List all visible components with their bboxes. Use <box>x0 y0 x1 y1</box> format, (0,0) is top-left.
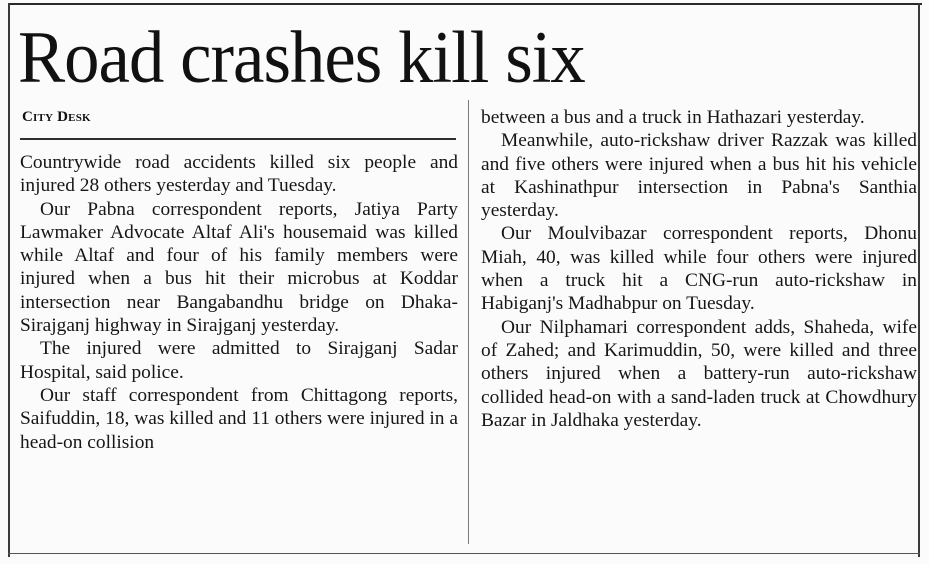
article-column-2 <box>481 106 917 432</box>
headline: Road crashes kill six <box>18 17 585 99</box>
left-border-rule <box>8 3 10 557</box>
article-column-1 <box>20 151 458 454</box>
byline: City Desk <box>22 109 91 125</box>
bottom-border-rule <box>8 553 920 554</box>
paragraph: Our Moulvibazar correspondent reports, Dhonu Miah, 40, was killed while four others were injured when a truck hit a CNG-run auto-rickshaw in Habiganj's Madhabpur on Tuesday. <box>481 223 917 315</box>
byline-rule <box>20 138 456 140</box>
right-border-rule <box>918 3 920 557</box>
paragraph: Our staff correspondent from Chittagong reports, Saifuddin, 18, was killed and 11 others were injured in a head-on collision <box>20 384 458 453</box>
paragraph: Meanwhile, auto-rickshaw driver Razzak was killed and five others were injured when a bus hit his vehicle at Kashinathpur intersection in Pabna's Santhia yesterday. <box>481 130 917 222</box>
top-border-rule <box>8 3 922 5</box>
column-divider <box>468 100 469 544</box>
paragraph: The injured were admitted to Sirajganj Sadar Hospital, said police. <box>20 338 458 383</box>
paragraph: Countrywide road accidents killed six people and injured 28 others yesterday and Tuesday. <box>20 152 458 197</box>
paragraph: Our Pabna correspondent reports, Jatiya Party Lawmaker Advocate Altaf Ali's housemaid was killed while Altaf and four of his family members were injured when a bus hit their microbus at Koddar intersection near Bangabandhu bridge on Dhaka-Sirajganj highway in Sirajganj yesterday. <box>20 198 458 337</box>
paragraph: between a bus and a truck in Hathazari yesterday. <box>481 107 865 128</box>
paragraph: Our Nilphamari correspondent adds, Shaheda, wife of Zahed; and Karimuddin, 50, were killed and three others injured when a battery-run auto-rickshaw collided head-on with a sand-laden truck at Chowdhury Bazar in Jaldhaka yesterday. <box>481 316 917 431</box>
